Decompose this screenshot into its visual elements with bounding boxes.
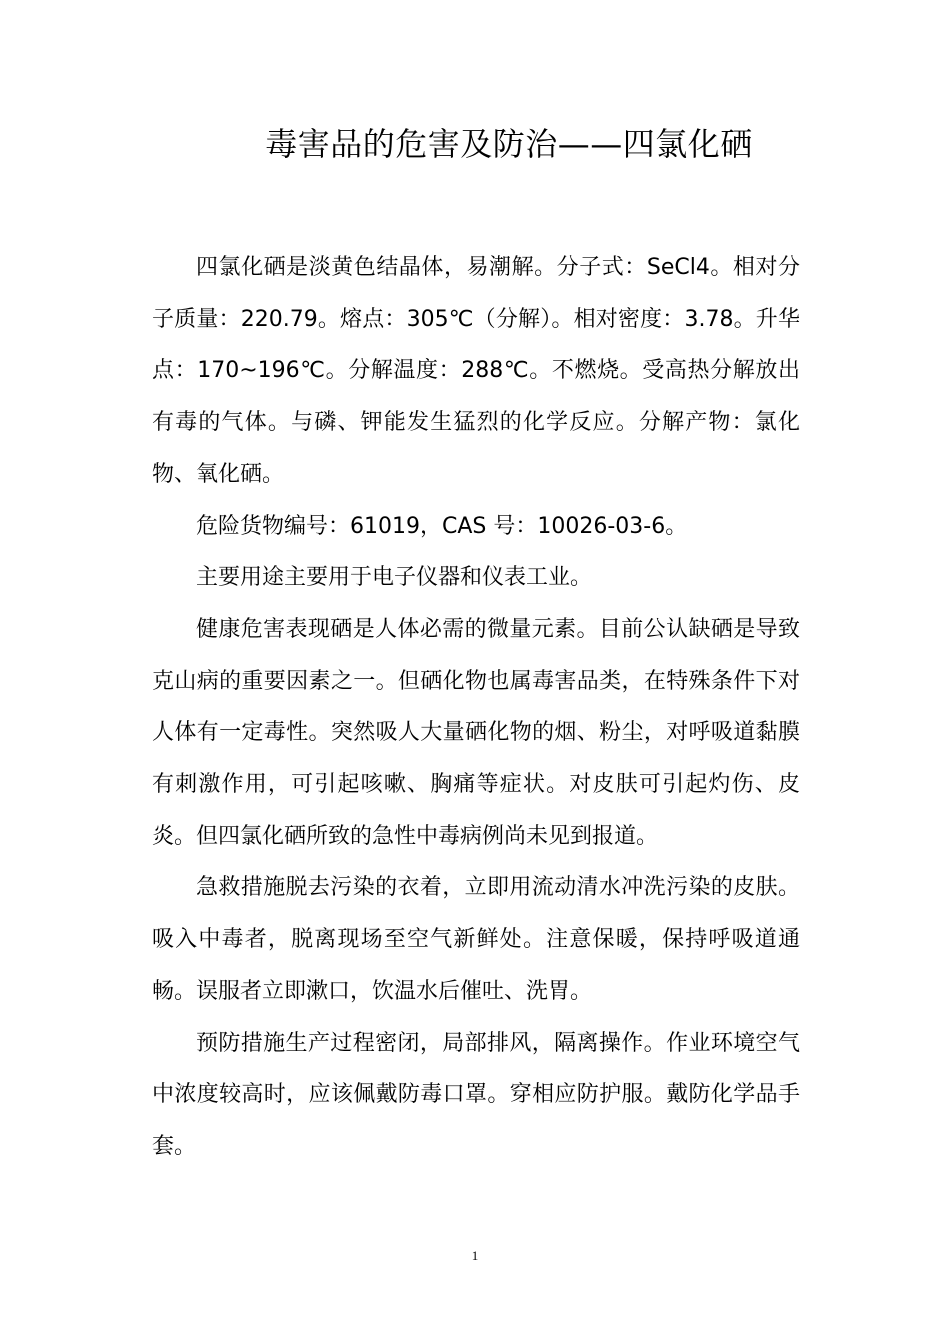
- paragraph-prevention: 预防措施生产过程密闭，局部排风，隔离操作。作业环境空气中浓度较高时，应该佩戴防毒口罩。穿相应防护服。戴防化学品手套。: [152, 1030, 800, 1159]
- paragraph-health-hazards: 健康危害表现硒是人体必需的微量元素。目前公认缺硒是导致克山病的重要因素之一。但硒化物也属毒害品类，在特殊条件下对人体有一定毒性。突然吸人大量硒化物的烟、粉尘，对呼吸道黏膜有刺激作用，可引起咳嗽、胸痛等症状。对皮肤可引起灼伤、皮炎。但四氯化硒所致的急性中毒病例尚未见到报道。: [152, 616, 800, 849]
- page-number: 1: [471, 1248, 479, 1263]
- paragraph-identifiers: 危险货物编号：61019，CAS 号：10026-03-6。: [196, 513, 688, 539]
- paragraph-properties: 四氯化硒是淡黄色结晶体，易潮解。分子式：SeCl4。相对分子质量：220.79。熔点：305℃（分解）。相对密度：3.78。升华点：170~196℃。分解温度：288℃。不燃烧。受高热分解放出有毒的气体。与磷、钾能发生猛烈的化学反应。分解产物：氯化物、氧化硒。: [152, 255, 800, 487]
- paragraph-first-aid: 急救措施脱去污染的衣着，立即用流动清水冲洗污染的皮肤。吸入中毒者，脱离现场至空气新鲜处。注意保暖，保持呼吸道通畅。误服者立即漱口，饮温水后催吐、洗胃。: [152, 875, 800, 1004]
- paragraph-usage: 主要用途主要用于电子仪器和仪表工业。: [196, 565, 593, 591]
- document-body: [152, 242, 800, 1173]
- document-title: 毒害品的危害及防治——四氯化硒: [265, 125, 753, 163]
